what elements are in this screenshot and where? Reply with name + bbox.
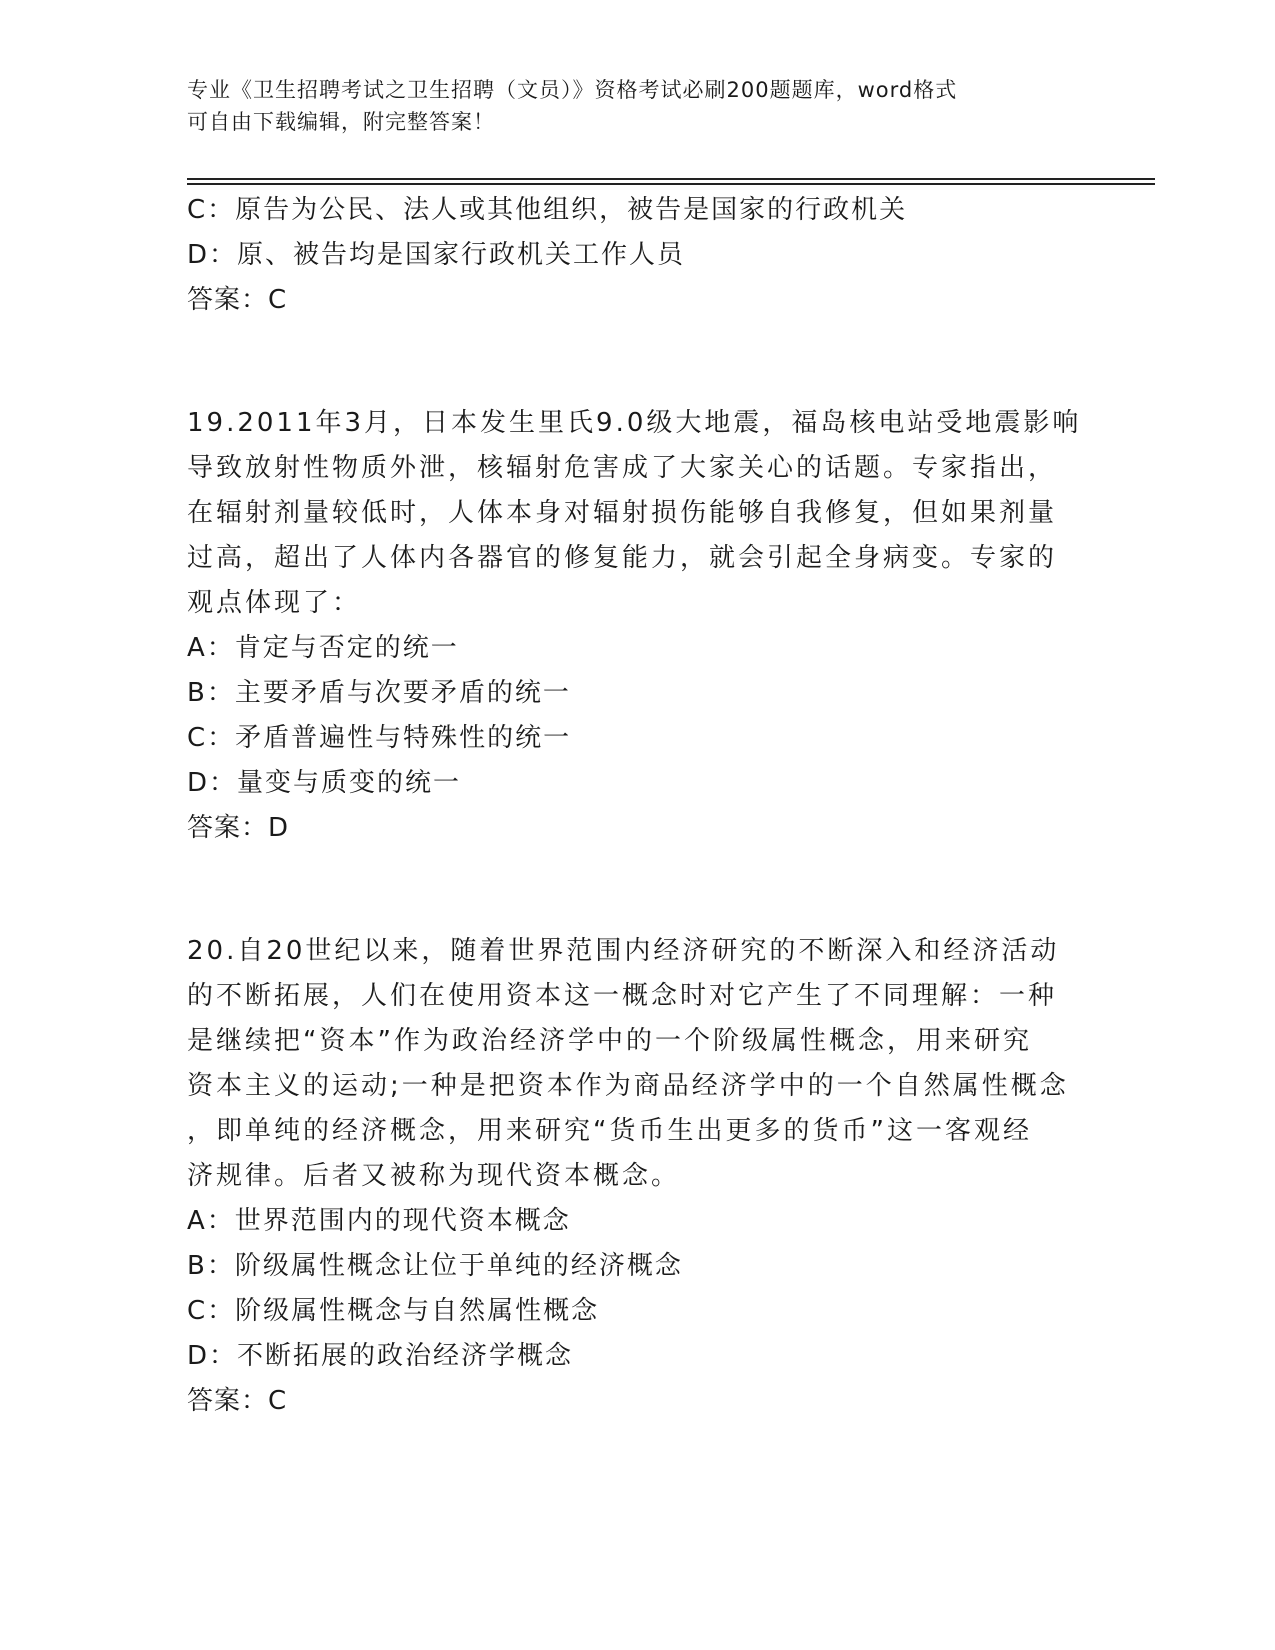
q20-stem-line: 资本主义的运动;一种是把资本作为商品经济学中的一个自然属性概念 <box>187 1071 1069 1101</box>
q20-answer: 答案：C <box>187 1386 288 1416</box>
q20-option-c: C：阶级属性概念与自然属性概念 <box>187 1296 600 1326</box>
q20-option-a: A：世界范围内的现代资本概念 <box>187 1206 571 1236</box>
q19-stem-line: 19.2011年3月，日本发生里氏9.0级大地震，福岛核电站受地震影响 <box>187 408 1082 438</box>
q18-answer: 答案：C <box>187 285 288 315</box>
q20-stem-line: 的不断拓展，人们在使用资本这一概念时对它产生了不同理解：一种 <box>187 981 1058 1011</box>
question-spacer <box>187 323 1087 401</box>
header-line-2: 可自由下载编辑，附完整答案！ <box>187 110 495 134</box>
question-18 <box>187 188 1087 323</box>
q19-option-a: A：肯定与否定的统一 <box>187 633 459 663</box>
q19-stem-line: 过高，超出了人体内各器官的修复能力，就会引起全身病变。专家的 <box>187 543 1058 573</box>
q19-stem-line: 导致放射性物质外泄，核辐射危害成了大家关心的话题。专家指出， <box>187 453 1058 483</box>
q19-option-d: D：量变与质变的统一 <box>187 768 462 798</box>
q20-stem <box>187 929 1087 1199</box>
header-line-1: 专业《卫生招聘考试之卫生招聘（文员）》资格考试必刷200题题库，word格式 <box>187 78 958 102</box>
q19-stem <box>187 401 1087 626</box>
q19-stem-line: 观点体现了： <box>187 588 362 618</box>
q19-answer: 答案：D <box>187 813 290 843</box>
document-header <box>187 74 1067 138</box>
q20-option-b: B：阶级属性概念让位于单纯的经济概念 <box>187 1251 683 1281</box>
q18-option-c: C：原告为公民、法人或其他组织，被告是国家的行政机关 <box>187 195 908 225</box>
header-rule-bottom <box>187 183 1155 185</box>
q20-stem-line: 20.自20世纪以来，随着世界范围内经济研究的不断深入和经济活动 <box>187 936 1060 966</box>
q20-option-d: D：不断拓展的政治经济学概念 <box>187 1341 574 1371</box>
q20-stem-line: 济规律。后者又被称为现代资本概念。 <box>187 1161 681 1191</box>
header-rule-top <box>187 178 1155 180</box>
q20-stem-line: 是继续把“资本”作为政治经济学中的一个阶级属性概念，用来研究 <box>187 1026 1032 1056</box>
q20-stem-line: ，即单纯的经济概念，用来研究“货币生出更多的货币”这一客观经 <box>187 1116 1032 1146</box>
question-20 <box>187 929 1087 1424</box>
question-spacer <box>187 851 1087 929</box>
question-19 <box>187 401 1087 851</box>
q19-stem-line: 在辐射剂量较低时，人体本身对辐射损伤能够自我修复，但如果剂量 <box>187 498 1058 528</box>
q19-option-c: C：矛盾普遍性与特殊性的统一 <box>187 723 572 753</box>
q19-option-b: B：主要矛盾与次要矛盾的统一 <box>187 678 571 708</box>
document-body <box>187 188 1087 1424</box>
q18-option-d: D：原、被告均是国家行政机关工作人员 <box>187 240 686 270</box>
